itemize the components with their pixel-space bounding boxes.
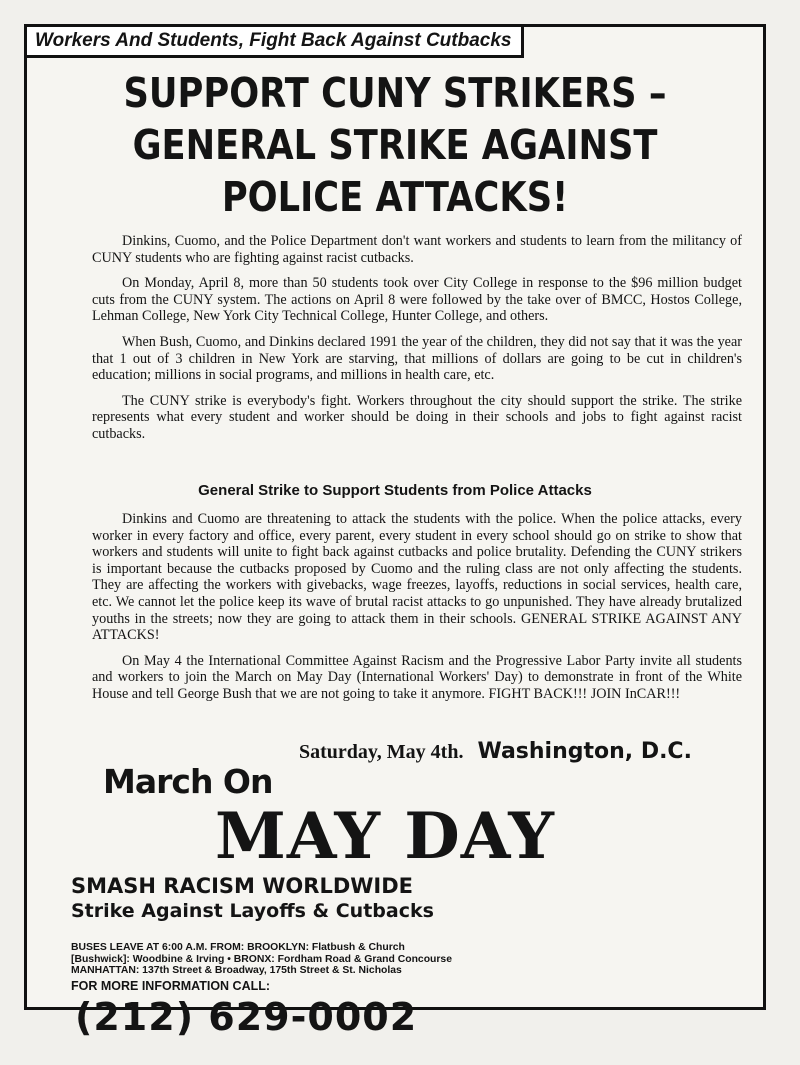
event-date: Saturday, May 4th. (299, 741, 464, 763)
slogan-smash-racism: SMASH RACISM WORLDWIDE (71, 874, 414, 898)
march-on-title: March On (103, 762, 273, 801)
contact-phone: (212) 629-0002 (75, 995, 418, 1039)
article-body-1 (92, 233, 742, 452)
bus-line-3: MANHATTAN: 137th Street & Broadway, 175th Street & St. Nicholas (71, 965, 402, 976)
headline-line-2: GENERAL STRIKE AGAINST (132, 121, 658, 169)
banner: Workers And Students, Fight Back Against Cutbacks (27, 27, 524, 58)
event-city: Washington, D.C. (477, 739, 692, 764)
event-date-line (299, 739, 692, 764)
contact-label: FOR MORE INFORMATION CALL: (71, 979, 271, 993)
bus-line-1: BUSES LEAVE AT 6:00 A.M. FROM: BROOKLYN: Flatbush & Church (71, 942, 405, 953)
section-subhead: General Strike to Support Students from Police Attacks (198, 482, 592, 499)
may-day-title: MAY DAY (215, 799, 555, 874)
flyer (24, 24, 766, 1039)
headline-line-3: POLICE ATTACKS! (221, 173, 569, 221)
paragraph-5: Dinkins and Cuomo are threatening to attack the students with the police. When the police attacks, every worker in every factory and office, every parent, every student in every school should go on strike to show that workers and students will unite to fight back against cutbacks and police brutality. Defending the CUNY strikers is important because the cutbacks proposed by Cuomo and the ruling class are not only affecting the students. They are affecting the workers with givebacks, wage freezes, layoffs, reductions in social services, health care, etc. We cannot let the police keep its wave of brutal racist attacks to go unpunished. They have already brutalized youths in the streets; now they are going to attack them in their schools. GENERAL STRIKE AGAINST ANY ATTACKS! (92, 511, 742, 644)
paragraph-6: On May 4 the International Committee Against Racism and the Progressive Labor Party invite all students and workers to join the March on May Day (International Workers' Day) to demonstrate in front of the White House and tell George Bush that we are not going to take it anymore. FIGHT BACK!!! JOIN InCAR!!! (92, 652, 742, 702)
headline-line-1: SUPPORT CUNY STRIKERS – (123, 69, 667, 117)
paragraph-2: On Monday, April 8, more than 50 students took over City College in response to the $96 million budget cuts from the CUNY system. The actions on April 8 were followed by the take over of BMCC, Hostos College, Lehman College, New York City Technical College, Hunter College, and others. (92, 275, 742, 325)
paragraph-3: When Bush, Cuomo, and Dinkins declared 1991 the year of the children, they did not say that it was the year that 1 out of 3 children in New York are starving, that millions of dollars are going to be cut in children's education; millions in social programs, and millions in health care, etc. (92, 333, 742, 384)
paragraph-4: The CUNY strike is everybody's fight. Workers throughout the city should support the strike. The strike represents what every student and worker should be doing in their schools and jobs to fight against racist cutbacks. (92, 392, 742, 442)
article-body-2 (92, 511, 742, 712)
paragraph-1: Dinkins, Cuomo, and the Police Department don't want workers and students to learn from the militancy of CUNY students who are fighting against racist cutbacks. (92, 233, 742, 266)
bus-departure-info (71, 942, 531, 977)
bus-line-2: [Bushwick]: Woodbine & Irving • BRONX: Fordham Road & Grand Concourse (71, 953, 452, 965)
slogan-strike-against-layoffs: Strike Against Layoffs & Cutbacks (71, 900, 434, 922)
